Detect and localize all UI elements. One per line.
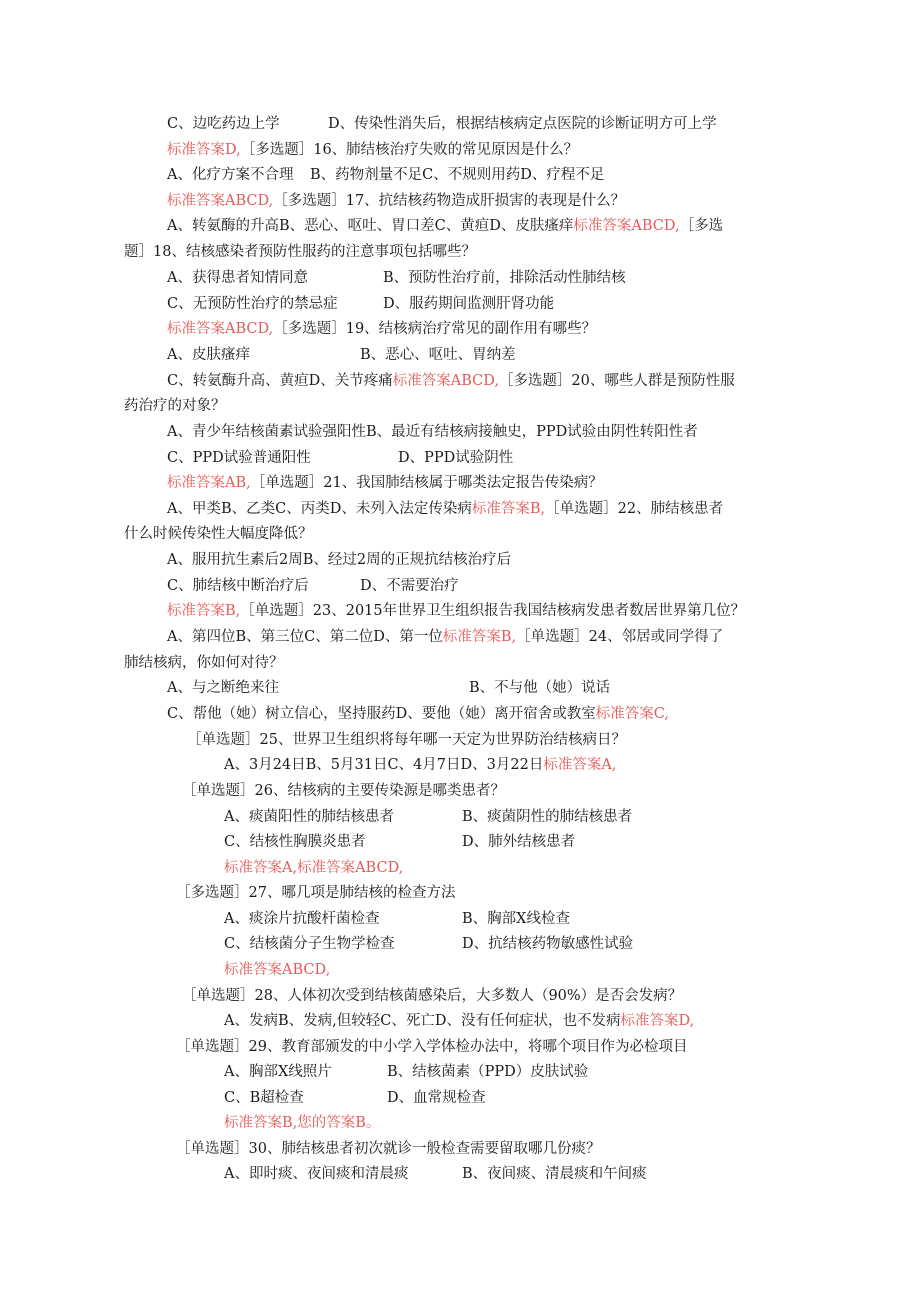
answer-question-line — [167, 140, 578, 160]
answer-question-line — [167, 473, 603, 493]
option-a: A、即时痰、夜间痰和清晨痰 — [224, 1166, 409, 1182]
option-c: C、结核菌分子生物学检查 — [224, 936, 395, 952]
option-d: D、PPD试验阴性 — [398, 450, 514, 466]
standard-answer: 标准答案AB, — [167, 475, 251, 491]
option-b: B、胸部X线检查 — [462, 911, 570, 927]
question-text: ［单选题］22、肺结核患者 — [545, 501, 724, 517]
standard-answer: 标准答案ABCD, — [167, 193, 274, 209]
question-continuation: 肺结核病，你如何对待？ — [124, 655, 284, 671]
options-text: A、甲类B、乙类C、丙类D、未列入法定传染病 — [167, 501, 472, 517]
options-text: C、转氨酶升高、黄疸D、关节疼痛 — [167, 373, 393, 389]
question-continuation: 药治疗的对象？ — [124, 398, 226, 414]
options-answer-line — [167, 371, 735, 391]
answer-question-line — [167, 319, 596, 339]
standard-answer: 标准答案B, — [442, 629, 517, 645]
question-text: ［单选题］25、世界卫生组织将每年哪一天定为世界防治结核病日？ — [187, 732, 626, 748]
options-text: A、3月24日B、5月31日C、4月7日D、3月22日 — [224, 757, 544, 773]
option-c: C、边吃药边上学 — [167, 116, 280, 132]
question-text: ［单选题］24、邻居或同学得了 — [516, 629, 724, 645]
options-text: C、帮他（她）树立信心，坚持服药D、要他（她）离开宿舍或教室 — [167, 706, 596, 722]
options-answer-line — [167, 216, 723, 236]
standard-answer: 标准答案A, — [543, 757, 617, 773]
standard-answer: 标准答案A,标准答案ABCD, — [224, 860, 404, 876]
standard-answer: 标准答案ABCD, — [224, 962, 331, 978]
question-text: ［多选题］27、哪几项是肺结核的检查方法 — [176, 885, 456, 901]
question-text: ［单选题］28、人体初次受到结核菌感染后，大多数人（90%）是否会发病？ — [182, 988, 683, 1004]
question-text: ［单选题］26、结核病的主要传染源是哪类患者？ — [182, 783, 505, 799]
option-bcd: B、药物剂量不足C、不规则用药D、疗程不足 — [310, 167, 605, 183]
standard-answer: 标准答案ABCD, — [167, 321, 274, 337]
option-d: D、抗结核药物敏感性试验 — [462, 936, 634, 952]
standard-answer: 标准答案B,您的答案B。 — [224, 1115, 381, 1131]
question-text: ［多选题］19、结核病治疗常见的副作用有哪些？ — [273, 321, 597, 337]
option-a: A、痰涂片抗酸杆菌检查 — [224, 911, 380, 927]
standard-answer: 标准答案B, — [471, 501, 546, 517]
question-text: ［单选题］23、2015年世界卫生组织报告我国结核病发患者数居世界第几位？ — [240, 603, 746, 619]
standard-answer: 标准答案D, — [167, 142, 241, 158]
option-a: A、皮肤瘙痒 — [167, 347, 250, 363]
option-b: B、夜间痰、清晨痰和午间痰 — [462, 1166, 647, 1182]
question-text: ［多选题］20、哪些人群是预防性服 — [498, 373, 735, 389]
option-line: A、青少年结核菌素试验强阳性B、最近有结核病接触史，PPD试验由阴性转阳性者 — [167, 424, 698, 440]
option-b: B、不与他（她）说话 — [469, 680, 611, 696]
standard-answer: 标准答案B, — [167, 603, 241, 619]
question-text: ［多选题］16、肺结核治疗失败的常见原因是什么？ — [240, 142, 579, 158]
option-c: C、肺结核中断治疗后 — [167, 578, 309, 594]
option-b: B、痰菌阴性的肺结核患者 — [462, 809, 633, 825]
question-continuation: 什么时候传染性大幅度降低？ — [124, 526, 313, 542]
answer-question-line — [167, 601, 745, 621]
option-a: A、化疗方案不合理 — [167, 167, 294, 183]
question-text: ［多选 — [679, 218, 724, 234]
question-continuation: 题］18、结核感染者预防性服药的注意事项包括哪些？ — [124, 244, 476, 260]
option-a: A、获得患者知情同意 — [167, 270, 308, 286]
option-d: D、血常规检查 — [387, 1090, 486, 1106]
answer-question-line — [167, 191, 625, 211]
standard-answer: 标准答案ABCD, — [573, 218, 680, 234]
options-text: A、转氨酶的升高B、恶心、呕吐、胃口差C、黄疸D、皮肤瘙痒 — [167, 218, 574, 234]
option-b: B、结核菌素（PPD）皮肤试验 — [387, 1064, 589, 1080]
options-answer-line — [167, 499, 723, 519]
option-b: B、预防性治疗前，排除活动性肺结核 — [383, 270, 626, 286]
option-c: C、结核性胸膜炎患者 — [224, 834, 366, 850]
standard-answer: 标准答案D, — [620, 1013, 695, 1029]
options-text: A、第四位B、第三位C、第二位D、第一位 — [167, 629, 443, 645]
question-text: ［单选题］29、教育部颁发的中小学入学体检办法中，将哪个项目作为必检项目 — [176, 1039, 688, 1055]
standard-answer: 标准答案C, — [595, 706, 669, 722]
option-c: C、PPD试验普通阳性 — [167, 450, 311, 466]
option-b: B、恶心、呕吐、胃纳差 — [360, 347, 516, 363]
question-text: ［多选题］17、抗结核药物造成肝损害的表现是什么？ — [273, 193, 626, 209]
option-d: D、不需要治疗 — [360, 578, 459, 594]
options-text: A、发病B、发病,但较轻C、死亡D、没有任何症状，也不发病 — [224, 1013, 621, 1029]
standard-answer: 标准答案ABCD, — [392, 373, 499, 389]
option-line: A、服用抗生素后2周B、经过2周的正规抗结核治疗后 — [167, 552, 512, 568]
option-d: D、服药期间监测肝肾功能 — [383, 296, 555, 312]
question-text: ［单选题］30、肺结核患者初次就诊一般检查需要留取哪几份痰？ — [176, 1141, 601, 1157]
option-a: A、与之断绝来往 — [167, 680, 279, 696]
option-d: D、肺外结核患者 — [462, 834, 576, 850]
question-text: ［单选题］21、我国肺结核属于哪类法定报告传染病？ — [250, 475, 603, 491]
options-answer-line — [224, 755, 616, 775]
option-a: A、痰菌阳性的肺结核患者 — [224, 809, 394, 825]
options-answer-line — [167, 627, 723, 647]
options-answer-line — [167, 704, 669, 724]
options-answer-line — [224, 1011, 694, 1031]
option-c: C、B超检查 — [224, 1090, 304, 1106]
option-c: C、无预防性治疗的禁忌症 — [167, 296, 338, 312]
option-d: D、传染性消失后，根据结核病定点医院的诊断证明方可上学 — [328, 116, 717, 132]
option-a: A、胸部X线照片 — [224, 1064, 332, 1080]
